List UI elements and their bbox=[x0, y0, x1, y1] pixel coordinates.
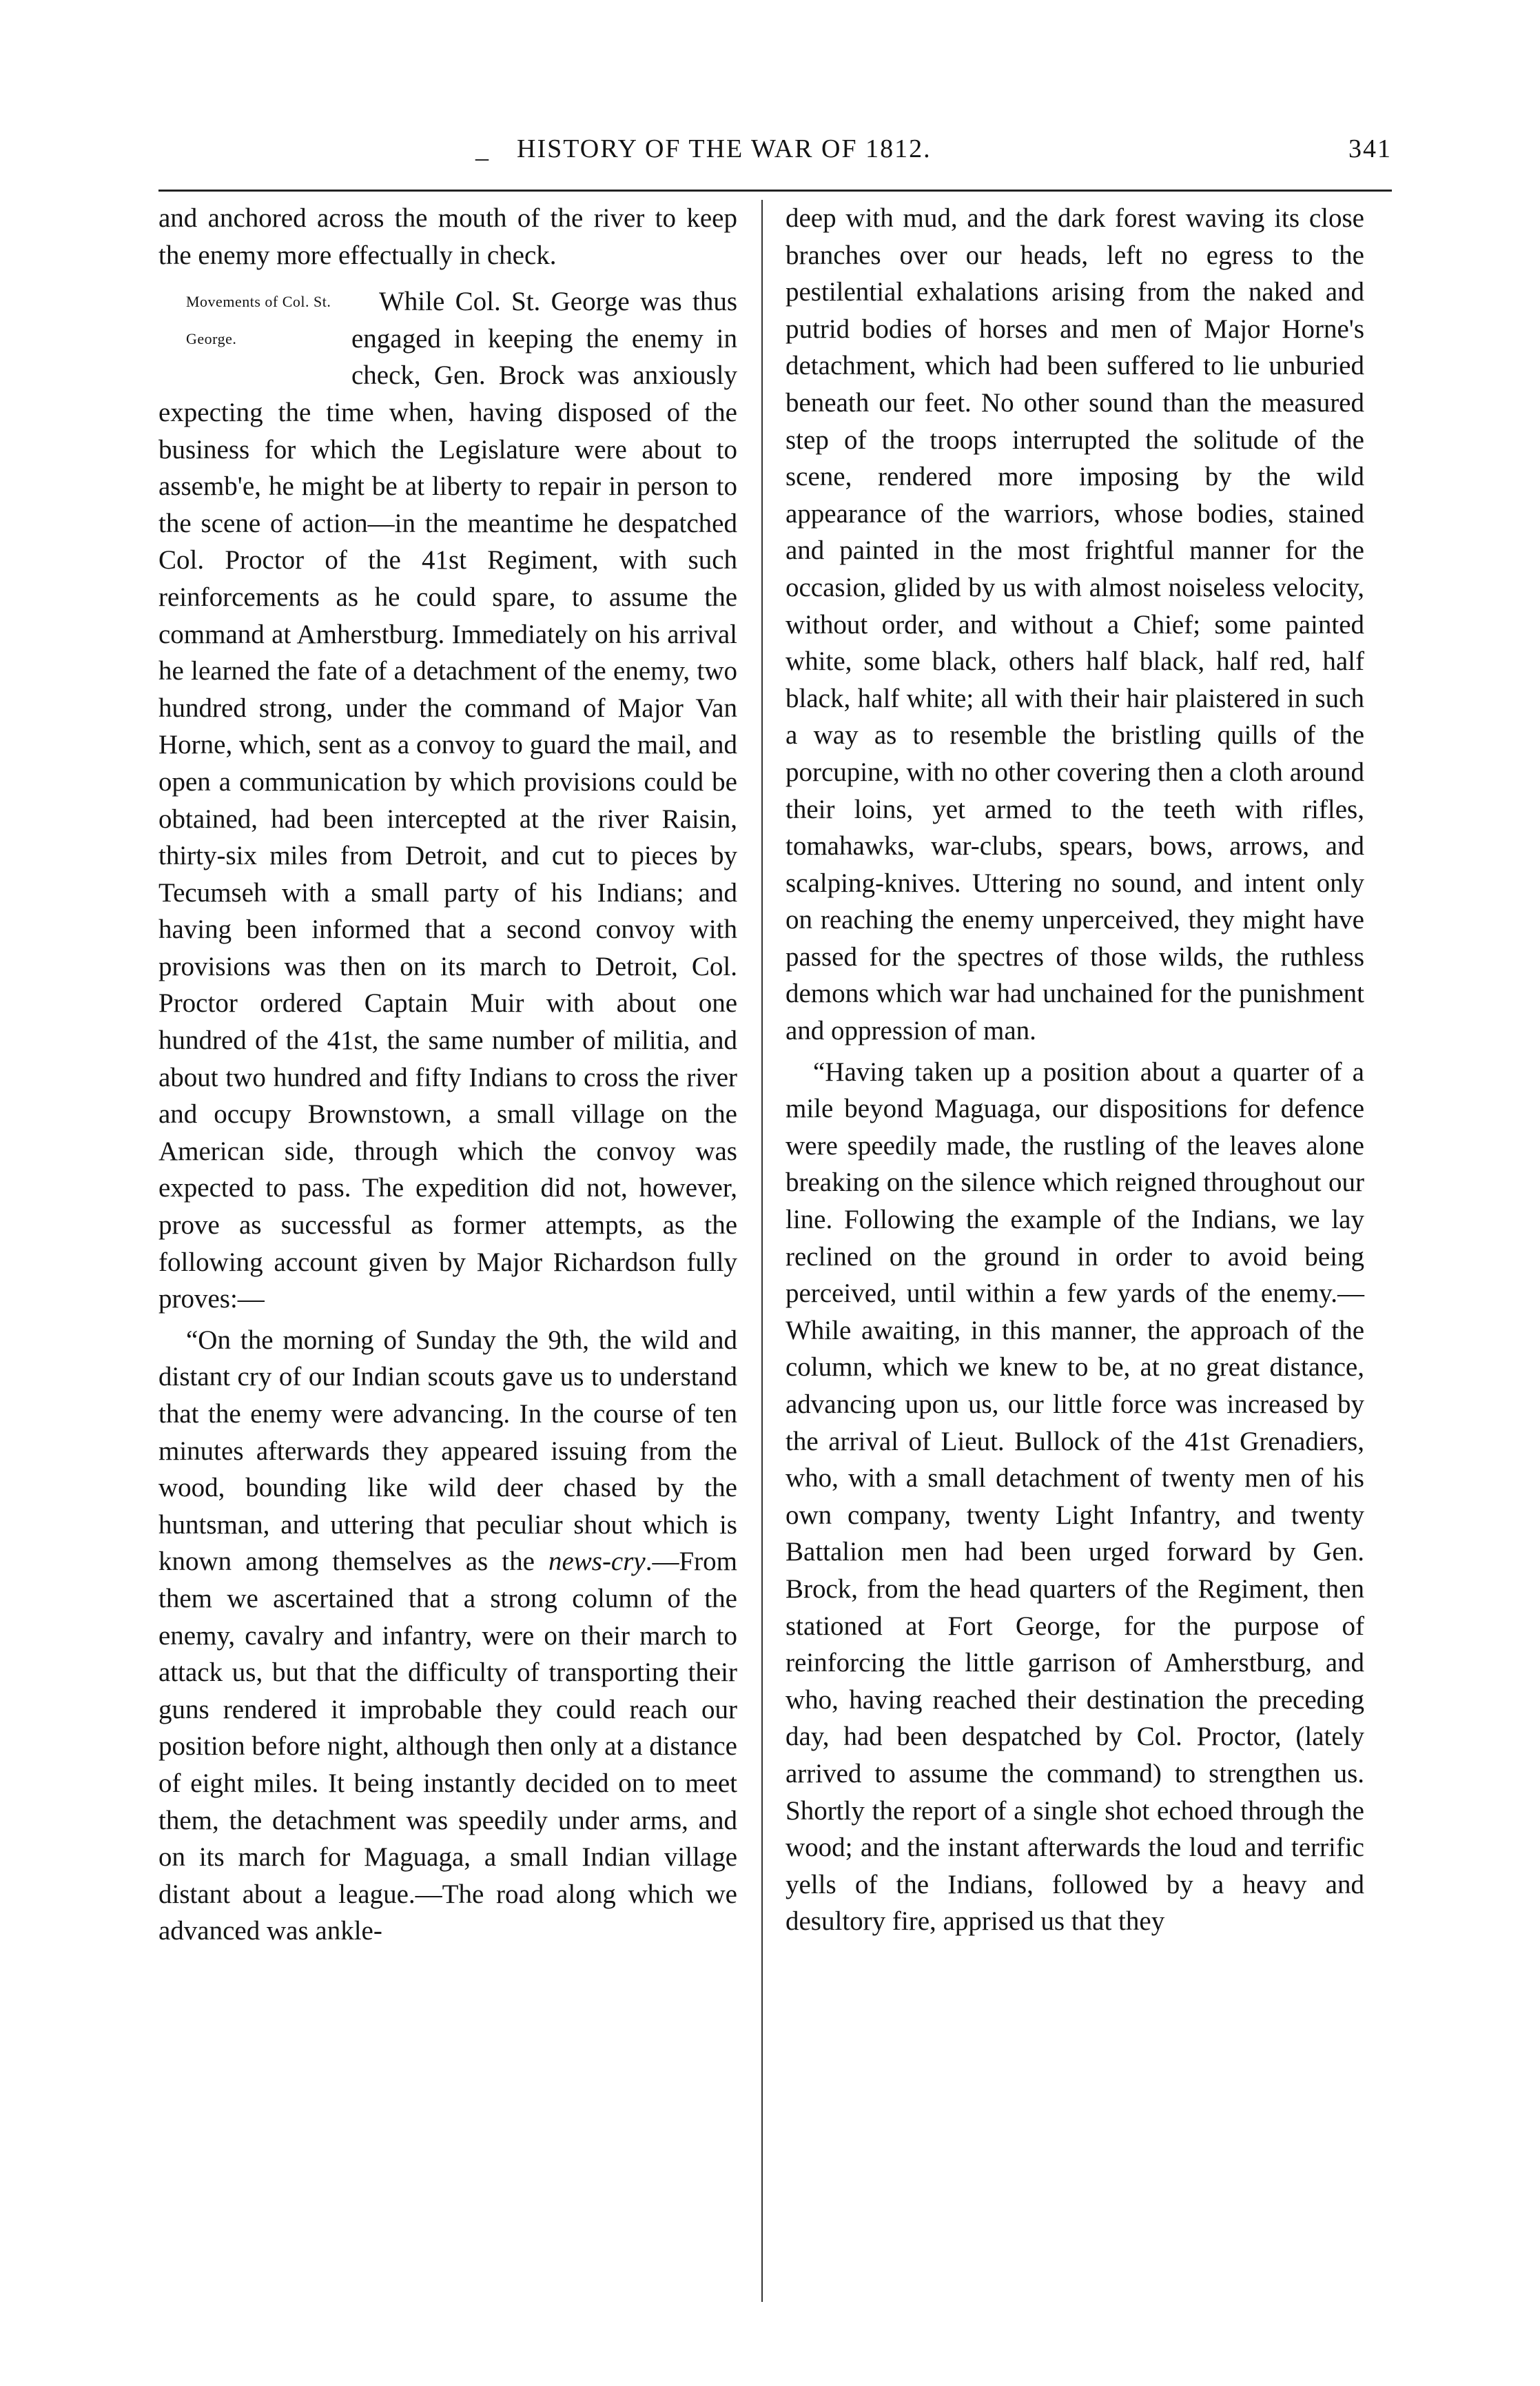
running-header bbox=[158, 124, 1392, 172]
running-title: HISTORY OF THE WAR OF 1812. bbox=[517, 134, 932, 163]
left-paragraph-3 bbox=[158, 1322, 737, 1950]
right-column bbox=[786, 200, 1364, 1940]
page-number: 341 bbox=[1348, 134, 1392, 163]
header-dash: _ bbox=[475, 134, 490, 163]
left-paragraph-1: and anchored across the mouth of the river to keep the enemy more effectually in check. bbox=[158, 203, 737, 270]
left-paragraph-2-start: While Col. St. George was thus engaged in keeping the enemy in check, Gen. Brock was bbox=[351, 287, 737, 391]
right-paragraph-2: “Having taken up a position about a quarter of a mile beyond Maguaga, our dispositions for defence were speedily made, the rustling of the leaves alone breaking on the silence which reigned throughout our line. Following the example of the Indians, we lay reclined on the ground in order to avoid being perceived, until within a few yards of the enemy.—While awaiting, in this manner, the approach of the column, which we knew to be, at no great distance, advancing upon us, our little force was increased by the arrival of Lieut. Bullock of the 41st Grenadiers, who, with a small detachment of twenty men of his own company, twenty Light Infantry, and twenty Battalion men had been urged forward by Gen. Brock, from the head quarters of the Regiment, then stationed at Fort George, for the purpose of reinforcing the little garrison of Amherstburg, and who, having reached their destination the preceding day, had been despatched by Col. Proctor, (lately arrived to assume the command) to strengthen us. Shortly the report of a single shot echoed through the wood; and the instant afterwards the loud and terrific yells of the Indians, followed by a heavy and desultory fire, apprised us that they bbox=[786, 1057, 1364, 1937]
marginal-note-line-1: Movements of Col. St. bbox=[186, 293, 331, 311]
book-page bbox=[158, 124, 1392, 2295]
right-paragraph-1: deep with mud, and the dark forest waving its close branches over our heads, left no egress to the pestilential exhalations arising from the naked and putrid bodies of horses and men of Major Horne's detachment, which had been suffered to lie unburied beneath our feet. No other sound than the measured step of the troops interrupted the solitude of the scene, rendered more imposing by the wild appearance of the warriors, whose bodies, stained and painted in the most frightful manner for the occasion, glided by us with almost noiseless velocity, without order, and without a Chief; some painted white, some black, others half black, half red, half black, half white; all with their hair plaistered in such a way as to resemble the bristling quills of the porcupine, with no other covering then a cloth around their loins, yet armed to the teeth with rifles, tomahawks, war-clubs, spears, bows, arrows, and scalping-knives. Uttering no sound, and intent only on reaching the enemy unperceived, they might have passed for the spectres of those wilds, the ruthless demons which war had unchained for the punishment and oppression of man. bbox=[786, 203, 1364, 1046]
left-paragraph-3-after: .—From them we ascertained that a strong column of the enemy, cavalry and infantry, were on their march to attack us, but that the difficulty of transporting their guns rendered it improbable they could reach our position before night, although then only at a distance of eight miles. It being instantly decided on to meet them, the detachment was speedily under arms, and on its march for Maguaga, a small Indian village distant about a league.—The road along which we advanced was ankle- bbox=[158, 1547, 737, 1946]
column-divider bbox=[761, 200, 763, 2302]
left-column bbox=[158, 200, 737, 1950]
left-paragraph-2 bbox=[158, 283, 737, 1318]
marginal-note bbox=[158, 283, 345, 358]
marginal-note-line-2: George. bbox=[186, 330, 237, 348]
header-rule bbox=[158, 190, 1392, 192]
news-cry-term: news-cry bbox=[548, 1547, 646, 1577]
left-paragraph-3-before: “On the morning of Sunday the 9th, the wild and distant cry of our Indian scouts gave us to understand that the enemy were advancing. In the course of ten minutes afterwards they appeared issuing from the wood, bounding like wild deer chased by the huntsman, and uttering that peculiar shout which is known among themselves as the bbox=[158, 1325, 737, 1577]
left-paragraph-2-rest: anxiously expecting the time when, having disposed of the business for which the Legislature were about to assemb'e, he might be at liberty to repair in person to the scene of action—in the meantime he despatched Col. Proctor of the 41st Regiment, with such reinforcements as he could spare, to assume the command at Amherstburg. Immediately on his arrival he learned the fate of a detachment of the enemy, two hundred strong, under the command of Major Van Horne, which, sent as a convoy to guard the mail, and open a communication by which provisions could be obtained, had been intercepted at the river Raisin, thirty-six miles from Detroit, and cut to pieces by Tecumseh with a small party of his Indians; and having been informed that a second convoy with provisions was then on its march to Detroit, Col. Proctor ordered Captain Muir with about one hundred of the 41st, the same number of militia, and about two hundred and fifty Indians to cross the river and occupy Brownstown, a small village on the American side, through which the convoy was expected to pass. The expedition did not, however, prove as successful as former attempts, as the following account given by Major Richardson fully proves:— bbox=[158, 360, 738, 1314]
